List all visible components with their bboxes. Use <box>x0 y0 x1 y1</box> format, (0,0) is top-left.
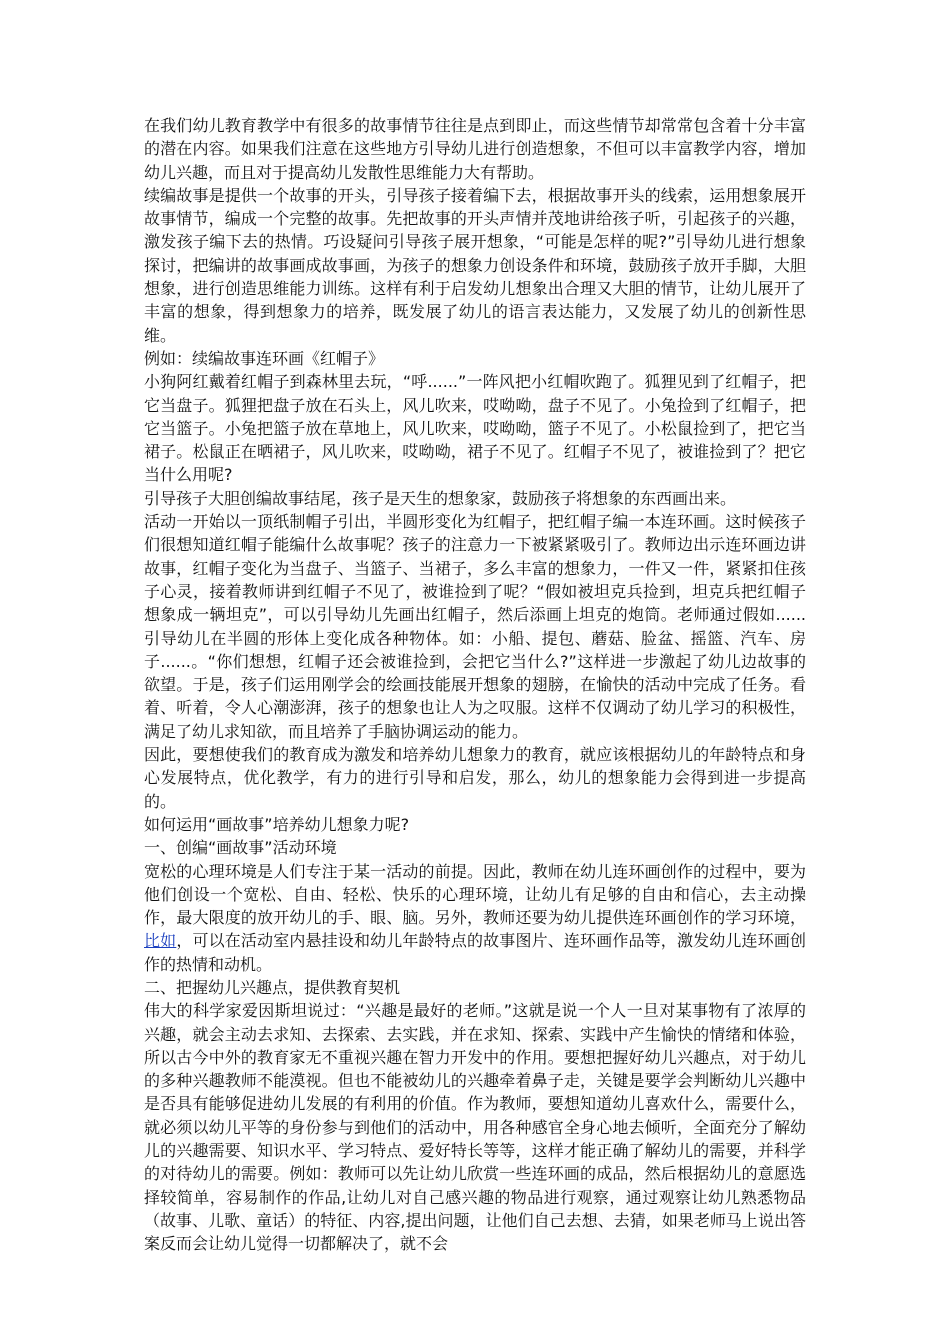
interest-paragraph: 伟大的科学家爱因斯坦说过：“兴趣是最好的老师。”这就是说一个人一旦对某事物有了浓厚的兴趣，就会主动去求知、去探索、去实践，并在求知、探索、实践中产生愉快的情绪和体验，所以古今中外的教育家无不重视兴趣在智力开发中的作用。要想把握好幼儿兴趣点，对于幼儿的多种兴趣教师不能漠视。但也不能被幼儿的兴趣牵着鼻子走，关键是要学会判断幼儿兴趣中是否具有能够促进幼儿发展的有利用的价值。作为教师，要想知道幼儿喜欢什么，需要什么，就必须以幼儿平等的身份参与到他们的活动中，用各种感官全身心地去倾听，全面充分了解幼儿的兴趣需要、知识水平、学习特点、爱好特长等等，这样才能正确了解幼儿的需要，并科学的对待幼儿的需要。例如：教师可以先让幼儿欣赏一些连环画的成品，然后根据幼儿的意愿选择较简单，容易制作的作品,让幼儿对自己感兴趣的物品进行观察，通过观察让幼儿熟悉物品（故事、儿歌、童话）的特征、内容,提出问题，让他们自己去想、去猜，如果老师马上说出答案反而会让幼儿觉得一切都解决了，就不会 <box>144 1001 806 1254</box>
story-continuation-paragraph: 续编故事是提供一个故事的开头，引导孩子接着编下去，根据故事开头的线索，运用想象展开故事情节，编成一个完整的故事。先把故事的开头声情并茂地讲给孩子听，引起孩子的兴趣，激发孩子编下去的热情。巧设疑问引导孩子展开想象，“可能是怎样的呢?”引导幼儿进行想象探讨，把编讲的故事画成故事画，为孩子的想象力创设条件和环境，鼓励孩子放开手脚，大胆想象，进行创造思维能力训练。这样有利于启发幼儿想象出合理又大胆的情节，让幼儿展开了丰富的想象，得到想象力的培养，既发展了幼儿的语言表达能力，又发展了幼儿的创新性思维。 <box>144 185 806 345</box>
section-2-heading: 二、把握幼儿兴趣点，提供教育契机 <box>144 977 401 997</box>
red-hat-story-paragraph: 小狗阿红戴着红帽子到森林里去玩，“呼......”一阵风把小红帽吹跑了。狐狸见到了红帽子，把它当盘子。狐狸把盘子放在石头上，风儿吹来，哎呦呦，盘子不见了。小兔捡到了红帽子，把它当篮子。小兔把篮子放在草地上，风儿吹来，哎呦呦，篮子不见了。小松鼠捡到了，把它当裙子。松鼠正在晒裙子，风儿吹来，哎呦呦，裙子不见了。红帽子不见了，被谁捡到了？把它当什么用呢? <box>144 372 806 485</box>
document-body <box>144 114 806 1256</box>
activity-description-paragraph: 活动一开始以一顶纸制帽子引出，半圆形变化为红帽子，把红帽子编一本连环画。这时候孩子们很想知道红帽子能编什么故事呢？孩子的注意力一下被紧紧吸引了。教师边出示连环画边讲故事，红帽子变化为当盘子、当篮子、当裙子，多么丰富的想象力，一件又一件，紧紧扣住孩子心灵，接着教师讲到红帽子不见了，被谁捡到了呢？“假如被坦克兵捡到，坦克兵把红帽子想象成一辆坦克”，可以引导幼儿先画出红帽子，然后添画上坦克的炮筒。老师通过假如......引导幼儿在半圆的形体上变化成各种物体。如：小船、提包、蘑菇、脸盆、摇篮、汽车、房子......。“你们想想，红帽子还会被谁捡到，会把它当什么?”这样进一步激起了幼儿边故事的欲望。于是，孩子们运用刚学会的绘画技能展开想象的翅膀，在愉快的活动中完成了任务。看着、听着，令人心潮澎湃，孩子的想象也让人为之叹服。这样不仅调动了幼儿学习的积极性，满足了幼儿求知欲，而且培养了手脑协调运动的能力。 <box>144 512 806 741</box>
environment-paragraph <box>144 860 806 976</box>
guide-ending-paragraph: 引导孩子大胆创编故事结尾，孩子是天生的想象家，鼓励孩子将想象的东西画出来。 <box>144 488 737 508</box>
example-heading: 例如：续编故事连环画《红帽子》 <box>144 348 385 368</box>
example-link[interactable]: 比如 <box>144 931 177 951</box>
question-heading: 如何运用“画故事”培养幼儿想象力呢? <box>144 814 410 834</box>
section-1-heading: 一、创编“画故事”活动环境 <box>144 838 337 858</box>
conclusion-paragraph: 因此，要想使我们的教育成为激发和培养幼儿想象力的教育，就应该根据幼儿的年龄特点和身心发展特点，优化教学，有力的进行引导和启发，那么，幼儿的想象能力会得到进一步提高的。 <box>144 745 806 811</box>
intro-paragraph: 在我们幼儿教育教学中有很多的故事情节往往是点到即止，而这些情节却常常包含着十分丰富的潜在内容。如果我们注意在这些地方引导幼儿进行创造想象，不但可以丰富教学内容，增加幼儿兴趣，而且对于提高幼儿发散性思维能力大有帮助。 <box>144 116 806 182</box>
environment-text-after: ，可以在活动室内悬挂设和幼儿年龄特点的故事图片、连环画作品等，激发幼儿连环画创作的热情和动机。 <box>144 931 806 974</box>
environment-text-before: 宽松的心理环境是人们专注于某一活动的前提。因此，教师在幼儿连环画创作的过程中，要为他们创设一个宽松、自由、轻松、快乐的心理环境，让幼儿有足够的自由和信心，去主动操作，最大限度的放开幼儿的手、眼、脑。另外，教师还要为幼儿提供连环画创作的学习环境， <box>144 861 806 928</box>
